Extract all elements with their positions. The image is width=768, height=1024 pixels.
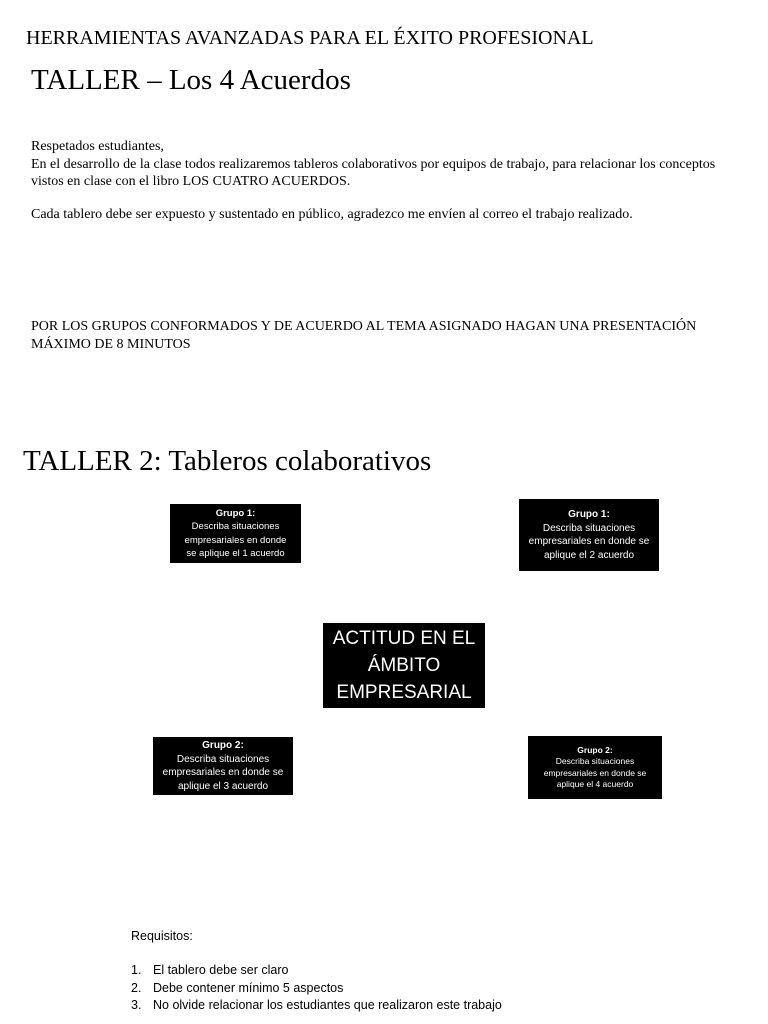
group-box-line: empresariales en donde [184,534,287,546]
center-concept-line-2: ÁMBITO [367,655,441,676]
group-box-line: aplique el 2 acuerdo [543,549,635,561]
document-header-title: HERRAMIENTAS AVANZADAS PARA EL ÉXITO PROFESIONAL [26,27,594,49]
groups-instruction-line-1: POR LOS GRUPOS CONFORMADOS Y DE ACUERDO AL TEMA ASIGNADO HAGAN UNA PRESENTACIÓN [31,319,697,334]
group-box-line: Describa situaciones [176,753,270,765]
groups-instruction-line-2: MÁXIMO DE 8 MINUTOS [31,336,191,352]
requirement-text: Debe contener mínimo 5 aspectos [153,980,344,995]
group-box-title: Grupo 2: [202,740,244,751]
requirement-item [131,980,502,998]
requirements-label: Requisitos: [131,929,193,943]
group-box-acuerdo-1 [170,504,301,563]
requirement-text: El tablero debe ser claro [153,963,289,977]
requirement-number: 1. [131,963,142,977]
group-box-acuerdo-3 [153,737,293,795]
requirement-number: 3. [131,998,142,1012]
greeting-text: Respetados estudiantes, [31,139,164,154]
group-box-line: empresariales en donde se [543,767,647,778]
group-box-line: Describa situaciones [542,522,636,534]
center-concept-line-3: EMPRESARIAL [336,682,472,703]
requirements-list [131,962,502,1015]
group-box-acuerdo-2 [519,499,659,571]
intro-paragraph [31,138,743,191]
group-box-title: Grupo 2: [577,744,613,755]
intro-line-1: En el desarrollo de la clase todos realizaremos tableros colaborativos por equipos de trabajo, para relacionar los conceptos [31,156,716,172]
group-box-title: Grupo 1: [568,509,610,520]
group-box-line: se aplique el 1 acuerdo [186,548,285,559]
center-concept-box [323,623,485,708]
group-box-line: empresariales en donde se [528,536,650,547]
taller-2-title: TALLER 2: Tableros colaborativos [23,445,432,477]
taller-1-title: TALLER – Los 4 Acuerdos [31,64,351,96]
group-box-acuerdo-4 [528,736,662,799]
group-box-title: Grupo 1: [215,507,256,519]
group-box-line: empresariales en donde se [162,767,284,778]
intro-line-2: vistos en clase con el libro LOS CUATRO ACUERDOS. [31,174,351,189]
group-box-line: Describa situaciones [555,756,635,766]
requirement-item [131,997,502,1015]
group-box-line: aplique el 3 acuerdo [177,780,269,792]
group-box-line: Describa situaciones [191,521,280,532]
requirements-section [131,928,502,1015]
instructions-paragraph: Cada tablero debe ser expuesto y sustentado en público, agradezco me envíen al correo el trabajo realizado. [31,207,633,222]
center-concept-line-1: ACTITUD EN EL [332,628,476,649]
requirement-item [131,962,502,980]
group-box-line: aplique el 4 acuerdo [556,779,634,789]
groups-instruction [31,318,743,353]
requirement-text: No olvide relacionar los estudiantes que realizaron este trabajo [153,998,502,1012]
requirement-number: 2. [131,980,142,995]
